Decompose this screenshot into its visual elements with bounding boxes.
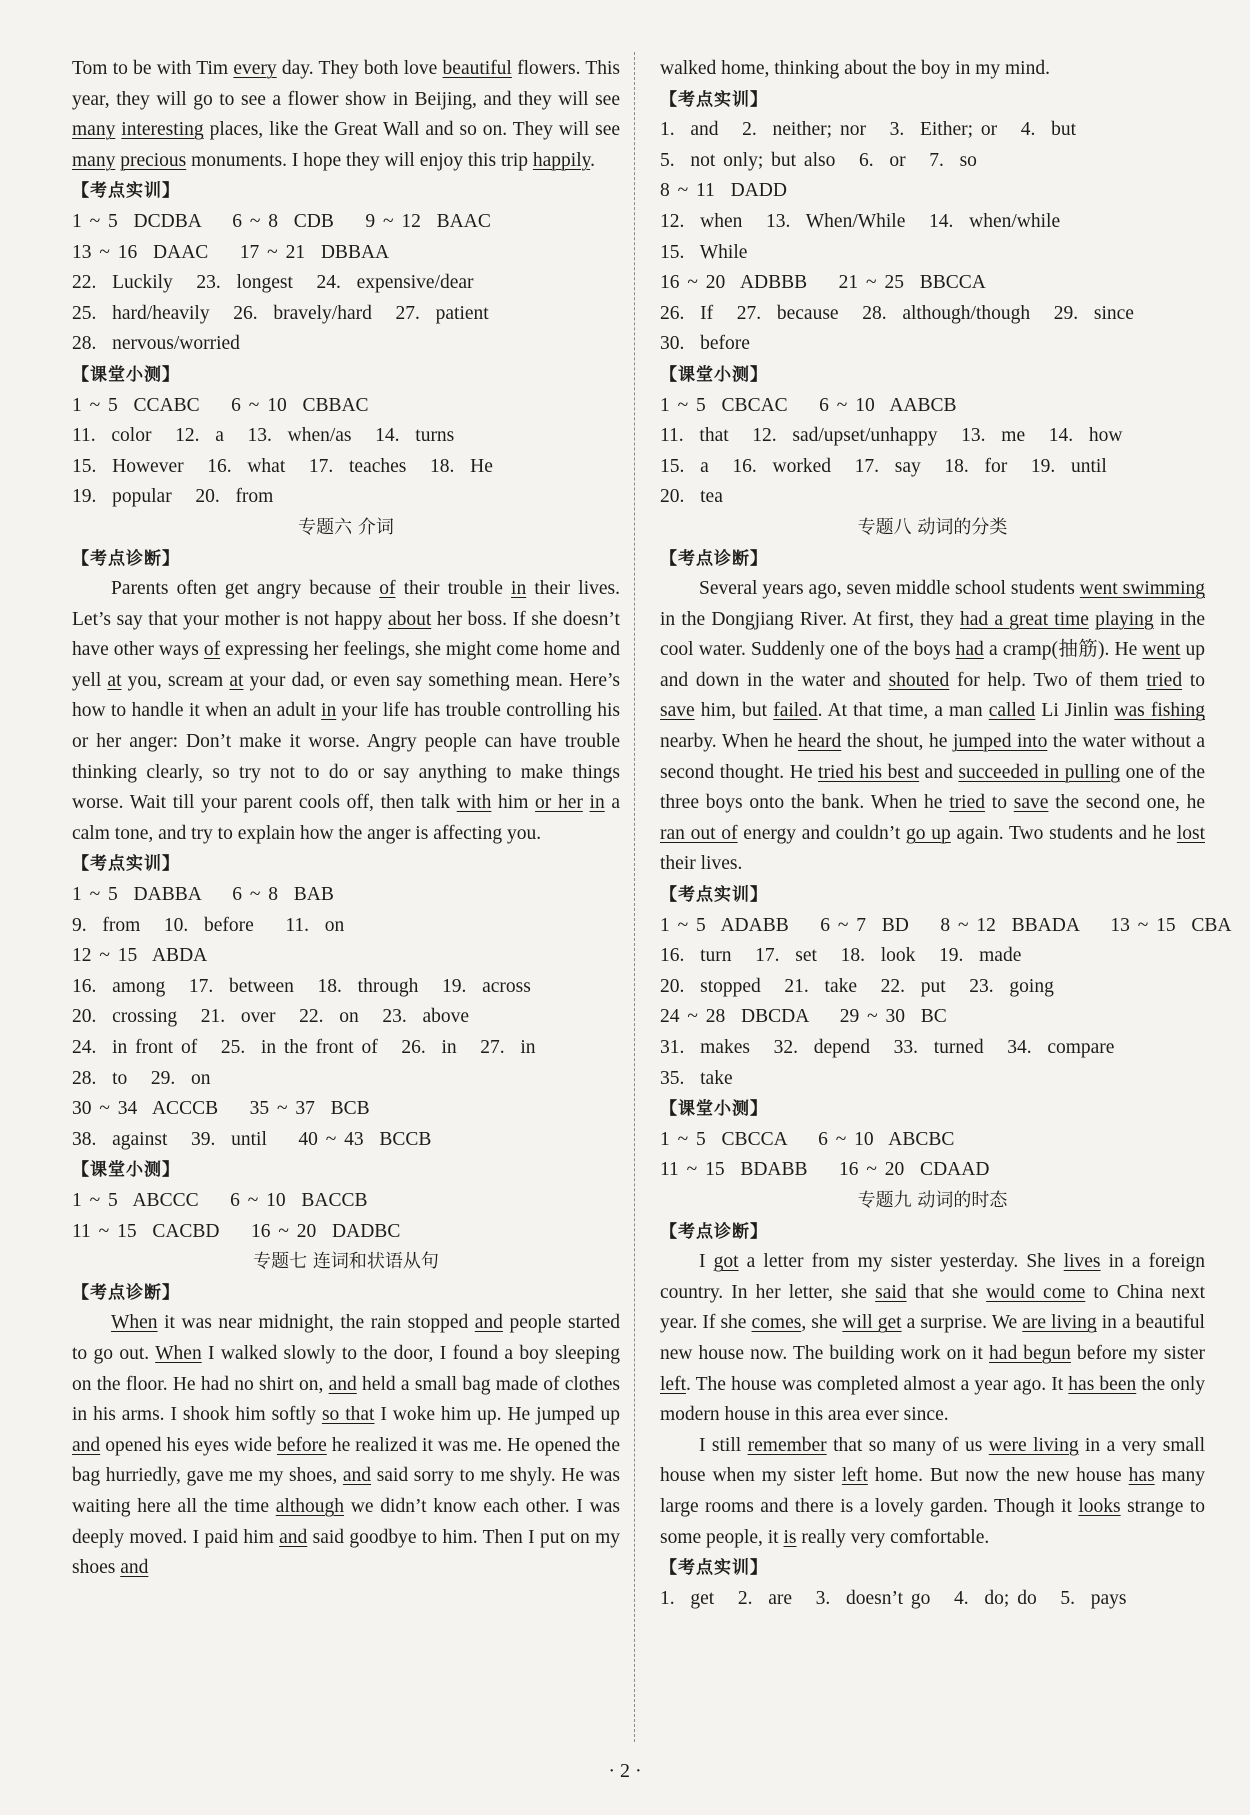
answer-line: 1 ~ 5 ADABB 6 ~ 7 BD 8 ~ 12 BBADA 13 ~ 15 CBA — [660, 914, 1232, 936]
section8-diagnosis-label: 【考点诊断】 — [660, 548, 768, 569]
answer-line: 11. that 12. sad/upset/unhappy 13. me 14. how — [660, 425, 1123, 447]
underlined-word: left — [660, 1373, 686, 1395]
section8-title: 专题八 动词的分类 — [857, 516, 1008, 538]
underlined-word: tried — [949, 792, 985, 814]
answer-line: 26. If 27. because 28. although/though 29. since — [660, 302, 1134, 324]
underlined-word: remember — [747, 1434, 827, 1456]
section9-title: 专题九 动词的时态 — [857, 1189, 1008, 1211]
answer-line: 11 ~ 15 BDABB 16 ~ 20 CDAAD — [660, 1159, 990, 1181]
section8-practice-answers — [660, 911, 1232, 1095]
answer-line: 1. and 2. neither; nor 3. Either; or 4. but — [660, 119, 1077, 141]
underlined-word: in — [321, 700, 337, 722]
underlined-word: heard — [798, 731, 842, 753]
section8-quiz-answers — [660, 1125, 1205, 1186]
underlined-word: playing — [1095, 608, 1154, 630]
underlined-word: before — [277, 1434, 327, 1456]
answer-line: 9. from 10. before 11. on — [72, 914, 345, 936]
section5-quiz-label: 【课堂小测】 — [72, 364, 180, 385]
answer-line: 24 ~ 28 DBCDA 29 ~ 30 BC — [660, 1006, 947, 1028]
section6-passage: Parents often get angry because of their trouble in their lives. Let’s say that your mother is not happy about her boss. If she doesn’t have other ways of expressing her feelings, she might come home and yell at you, scream at your dad, or even say something mean. Here’s how to handle it when an adult in your life has trouble controlling his or her anger: Don’t make it worse. Angry people can have trouble thinking clearly, so try not to do or say anything to make things worse. Wait till your parent cools off, then talk with him or her in a calm tone, and try to explain how the anger is affecting you. — [72, 578, 621, 844]
underlined-word: has — [1128, 1465, 1155, 1487]
underlined-word: When — [111, 1312, 158, 1334]
underlined-word: was fishing — [1114, 700, 1206, 722]
section6-practice-label: 【考点实训】 — [72, 854, 180, 875]
underlined-word: tried — [1146, 669, 1183, 691]
answer-line: 15. a 16. worked 17. say 18. for 19. until — [660, 455, 1107, 477]
underlined-word: save — [660, 700, 695, 722]
underlined-word: looks — [1078, 1495, 1121, 1517]
answer-line: 5. not only; but also 6. or 7. so — [660, 149, 977, 171]
section9-practice-answers — [660, 1584, 1205, 1615]
answer-line: 1 ~ 5 DABBA 6 ~ 8 BAB — [72, 884, 334, 906]
answer-line: 1 ~ 5 CCABC 6 ~ 10 CBBAC — [72, 394, 369, 416]
answer-line: 15. While — [660, 241, 748, 263]
underlined-word: lost — [1176, 822, 1205, 844]
answer-line: 1 ~ 5 DCDBA 6 ~ 8 CDB 9 ~ 12 BAAC — [72, 210, 491, 232]
column-divider — [634, 52, 635, 1742]
answer-line: 11 ~ 15 CACBD 16 ~ 20 DADBC — [72, 1220, 401, 1242]
underlined-word: lives — [1063, 1251, 1101, 1273]
answer-line: 1 ~ 5 ABCCC 6 ~ 10 BACCB — [72, 1189, 368, 1211]
underlined-word: got — [713, 1251, 739, 1273]
underlined-word: tried his best — [818, 761, 920, 783]
answer-line: 35. take — [660, 1067, 733, 1089]
underlined-word: went — [1142, 639, 1181, 661]
underlined-word: has been — [1068, 1373, 1137, 1395]
answer-line: 16. among 17. between 18. through 19. across — [72, 975, 531, 997]
underlined-word: of — [379, 578, 396, 600]
underlined-word: and — [279, 1526, 308, 1548]
underlined-word: at — [229, 669, 244, 691]
answer-line: 28. to 29. on — [72, 1067, 211, 1089]
section5-quiz-answers — [72, 391, 620, 513]
underlined-word: in — [589, 792, 605, 814]
section7-quiz-answers — [660, 391, 1205, 513]
answer-line: 15. However 16. what 17. teaches 18. He — [72, 455, 493, 477]
answer-line: 16 ~ 20 ADBBB 21 ~ 25 BBCCA — [660, 272, 986, 294]
answer-line: 24. in front of 25. in the front of 26. in 27. in — [72, 1037, 536, 1058]
underlined-word: happily — [532, 149, 591, 171]
underlined-word: in — [511, 578, 527, 600]
underlined-word: were living — [988, 1434, 1079, 1456]
underlined-word: interesting — [121, 119, 204, 141]
section5-practice-label: 【考点实训】 — [72, 181, 180, 202]
answer-line: 1 ~ 5 CBCAC 6 ~ 10 AABCB — [660, 394, 957, 416]
section7-passage: When it was near midnight, the rain stopped and people started to go out. When I walked slowly to the door, I found a boy sleeping on the floor. He had no shirt on, and held a small bag made of clothes in his arms. I shook him softly so that I woke him up. He jumped up and opened his eyes wide before he realized it was me. He opened the bag hurriedly, gave me my shoes, and said sorry to me shyly. He was waiting here all the time although we didn’t know each other. I was deeply moved. I paid him and said goodbye to him. Then I put on my shoes and — [72, 1312, 621, 1579]
section9-diagnosis-label: 【考点诊断】 — [660, 1221, 768, 1242]
answer-line: 30 ~ 34 ACCCB 35 ~ 37 BCB — [72, 1098, 370, 1120]
section5-practice-answers — [72, 207, 620, 360]
answer-line: 20. crossing 21. over 22. on 23. above — [72, 1006, 470, 1028]
underlined-word: every — [233, 58, 277, 79]
underlined-word: and — [328, 1373, 357, 1395]
answer-line: 30. before — [660, 333, 750, 355]
page-number: · 2 · — [608, 1760, 642, 1782]
section8-quiz-label: 【课堂小测】 — [660, 1099, 768, 1120]
underlined-word: many — [72, 119, 116, 141]
underlined-word: had begun — [989, 1342, 1071, 1364]
answer-line: 1. get 2. are 3. doesn’t go 4. do; do 5. pays — [660, 1587, 1127, 1609]
section7-practice-answers — [660, 115, 1205, 360]
underlined-word: comes — [751, 1312, 802, 1334]
underlined-word: many — [72, 149, 116, 171]
underlined-word: ran out of — [660, 822, 738, 844]
underlined-word: had a great time — [959, 608, 1089, 630]
section7-passage-continued: walked home, thinking about the boy in my mind. — [660, 58, 1050, 79]
answer-line: 16. turn 17. set 18. look 19. made — [660, 945, 1022, 967]
answer-line: 25. hard/heavily 26. bravely/hard 27. patient — [72, 302, 489, 324]
underlined-word: or her — [535, 792, 583, 814]
answer-line: 12 ~ 15 ABDA — [72, 945, 208, 967]
left-column — [72, 54, 620, 1584]
underlined-word: are living — [1022, 1312, 1097, 1334]
underlined-word: called — [988, 700, 1036, 722]
answer-line: 13 ~ 16 DAAC 17 ~ 21 DBBAA — [72, 241, 390, 263]
underlined-word: failed — [773, 700, 818, 722]
answer-line: 19. popular 20. from — [72, 486, 274, 508]
underlined-word: about — [387, 608, 432, 630]
underlined-word: will get — [842, 1312, 902, 1334]
underlined-word: jumped into — [952, 731, 1048, 753]
section8-practice-label: 【考点实训】 — [660, 885, 768, 906]
section6-quiz-label: 【课堂小测】 — [72, 1160, 180, 1181]
underlined-word: and — [72, 1434, 101, 1456]
section7-diagnosis-label: 【考点诊断】 — [72, 1282, 180, 1303]
underlined-word: said — [875, 1281, 907, 1303]
answer-line: 28. nervous/worried — [72, 333, 240, 355]
answer-line: 38. against 39. until 40 ~ 43 BCCB — [72, 1128, 432, 1150]
section7-practice-label: 【考点实训】 — [660, 89, 768, 110]
section9-passage-2: I still remember that so many of us were living in a very small house when my sister left home. But now the new house has many large rooms and there is a lovely garden. Though it looks strange to some people, it is really very comfortable. — [660, 1434, 1206, 1548]
underlined-word: although — [275, 1495, 345, 1517]
intro-paragraph: Tom to be with Tim every day. They both love beautiful flowers. This year, they will go to see a flower show in Beijing, and they will see many interesting places, like the Great Wall and so on. They will see many precious monuments. I hope they will enjoy this trip happily. — [72, 58, 621, 171]
section8-passage: Several years ago, seven middle school students went swimming in the Dongjiang River. At first, they had a great time playing in the cool water. Suddenly one of the boys had a cramp(抽筋). He went up and down in the water and shouted for help. Two of them tried to save him, but failed. At that time, a man called Li Jinlin was fishing nearby. When he heard the shout, he jumped into the water without a second thought. He tried his best and succeeded in pulling one of the three boys onto the bank. When he tried to save the second one, he ran out of energy and couldn’t go up again. Two students and he lost their lives. — [660, 578, 1206, 875]
underlined-word: had — [955, 639, 984, 661]
answer-line: 1 ~ 5 CBCCA 6 ~ 10 ABCBC — [660, 1128, 955, 1150]
answer-line: 20. stopped 21. take 22. put 23. going — [660, 975, 1054, 997]
underlined-word: beautiful — [442, 58, 512, 79]
underlined-word: at — [107, 669, 122, 691]
section7-title: 专题七 连词和状语从句 — [253, 1251, 439, 1273]
underlined-word: save — [1013, 792, 1049, 814]
section9-passage-1: I got a letter from my sister yesterday. She lives in a foreign country. In her letter, she said that she would come to China next year. If she comes, she will get a surprise. We are living in a beautiful new house now. The building work on it had begun before my sister left. The house was completed almost a year ago. It has been the only modern house in this area ever since. — [660, 1251, 1205, 1426]
answer-line: 8 ~ 11 DADD — [660, 180, 787, 202]
underlined-word: so that — [321, 1404, 375, 1426]
answer-line: 12. when 13. When/While 14. when/while — [660, 210, 1061, 232]
underlined-word: of — [203, 639, 221, 661]
section9-practice-label: 【考点实训】 — [660, 1558, 768, 1579]
underlined-word: left — [841, 1465, 868, 1487]
section7-quiz-label: 【课堂小测】 — [660, 364, 768, 385]
underlined-word: When — [155, 1342, 202, 1364]
underlined-word: go up — [906, 822, 951, 844]
underlined-word: succeeded in pulling — [958, 761, 1121, 783]
underlined-word: is — [783, 1526, 797, 1548]
answer-line: 22. Luckily 23. longest 24. expensive/dear — [72, 272, 474, 294]
underlined-word: went swimming — [1079, 578, 1206, 600]
underlined-word: shouted — [888, 669, 950, 691]
section6-practice-answers — [72, 880, 620, 1155]
section6-diagnosis-label: 【考点诊断】 — [72, 548, 180, 569]
underlined-word: with — [456, 792, 492, 814]
underlined-word: and — [120, 1557, 149, 1579]
answer-line: 20. tea — [660, 486, 723, 508]
section6-quiz-answers — [72, 1186, 620, 1247]
right-column — [660, 54, 1232, 1614]
underlined-word: precious — [120, 149, 187, 171]
answer-line: 31. makes 32. depend 33. turned 34. compare — [660, 1037, 1115, 1058]
underlined-word: and — [342, 1465, 372, 1487]
underlined-word: and — [474, 1312, 503, 1334]
underlined-word: would come — [986, 1281, 1086, 1303]
section6-title: 专题六 介词 — [298, 516, 394, 538]
answer-line: 11. color 12. a 13. when/as 14. turns — [72, 425, 455, 447]
